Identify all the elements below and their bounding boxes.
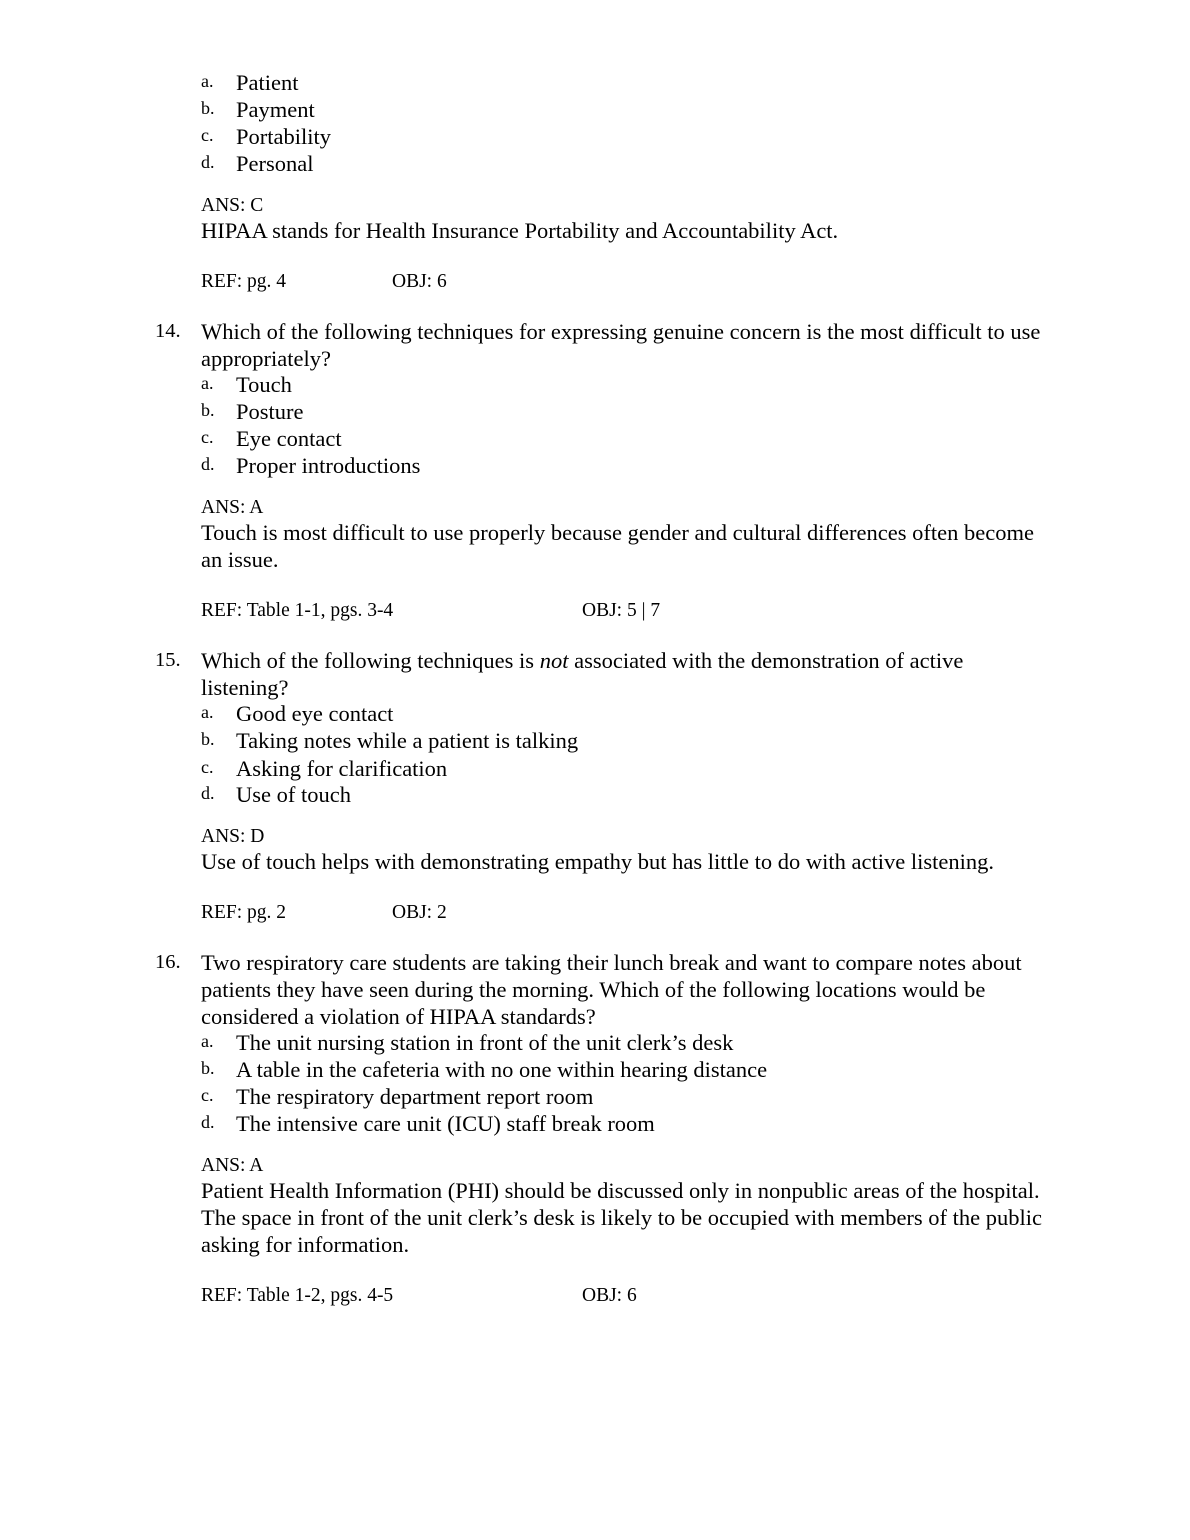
option-text: Touch	[236, 372, 292, 397]
option-letter: d.	[201, 1112, 215, 1132]
option-letter: b.	[201, 1058, 215, 1078]
option-letter: c.	[201, 757, 214, 777]
option-letter: b.	[201, 729, 215, 749]
answer-explanation: asking for information.	[201, 1232, 410, 1257]
reference: REF: Table 1-2, pgs. 4-5	[201, 1285, 394, 1306]
question-text: appropriately?	[201, 346, 331, 371]
question-text-emphasis: not	[539, 648, 569, 673]
option-text: The unit nursing station in front of the unit clerk’s desk	[236, 1030, 734, 1055]
objective: OBJ: 5 | 7	[582, 600, 661, 621]
answer-explanation: an issue.	[201, 547, 279, 572]
question-number: 15.	[155, 649, 181, 671]
answer-explanation: Touch is most difficult to use properly because gender and cultural differences often become	[201, 520, 1034, 545]
option-letter: c.	[201, 125, 214, 145]
option-text: Eye contact	[236, 426, 342, 451]
answer-explanation: Use of touch helps with demonstrating empathy but has little to do with active listening.	[201, 849, 994, 874]
answer-label: ANS: D	[201, 826, 265, 847]
option-letter: d.	[201, 454, 215, 474]
question-number: 16.	[155, 951, 181, 973]
option-text: Patient	[236, 70, 299, 95]
answer-label: ANS: A	[201, 497, 264, 518]
question-text: patients they have seen during the morning. Which of the following locations would be	[201, 977, 986, 1002]
question-text: listening?	[201, 675, 289, 700]
option-letter: c.	[201, 427, 214, 447]
option-letter: a.	[201, 702, 214, 722]
option-text: The respiratory department report room	[236, 1084, 594, 1109]
option-text: Portability	[236, 124, 331, 149]
reference: REF: Table 1-1, pgs. 3-4	[201, 600, 394, 621]
answer-explanation: The space in front of the unit clerk’s desk is likely to be occupied with members of the public	[201, 1205, 1043, 1230]
option-text: Payment	[236, 97, 315, 122]
answer-explanation: Patient Health Information (PHI) should be discussed only in nonpublic areas of the hospital.	[201, 1178, 1040, 1203]
option-letter: b.	[201, 98, 215, 118]
question-number: 14.	[155, 320, 181, 342]
option-letter: d.	[201, 783, 215, 803]
option-text: Personal	[236, 151, 314, 176]
option-text: Use of touch	[236, 782, 351, 807]
option-text: A table in the cafeteria with no one within hearing distance	[236, 1057, 768, 1082]
question-text: Which of the following techniques for expressing genuine concern is the most difficult to use	[201, 319, 1041, 344]
question-text: Two respiratory care students are taking their lunch break and want to compare notes about	[201, 950, 1022, 975]
objective: OBJ: 6	[582, 1285, 637, 1306]
answer-label: ANS: C	[201, 195, 264, 216]
reference: REF: pg. 2	[201, 902, 287, 923]
option-text: Good eye contact	[236, 701, 394, 726]
option-letter: c.	[201, 1085, 214, 1105]
option-letter: a.	[201, 1031, 214, 1051]
question-text-pre: Which of the following techniques is	[201, 648, 540, 673]
question-text	[201, 647, 963, 674]
option-text: Posture	[236, 399, 304, 424]
option-text: Taking notes while a patient is talking	[236, 728, 579, 753]
option-letter: a.	[201, 373, 214, 393]
objective: OBJ: 6	[392, 271, 447, 292]
answer-label: ANS: A	[201, 1155, 264, 1176]
option-letter: a.	[201, 71, 214, 91]
option-text: Asking for clarification	[236, 756, 448, 781]
question-text-post: associated with the demonstration of active	[568, 648, 964, 673]
option-text: Proper introductions	[236, 453, 421, 478]
reference: REF: pg. 4	[201, 271, 287, 292]
answer-explanation: HIPAA stands for Health Insurance Portability and Accountability Act.	[201, 218, 839, 243]
option-letter: d.	[201, 152, 215, 172]
option-letter: b.	[201, 400, 215, 420]
option-text: The intensive care unit (ICU) staff break room	[236, 1111, 655, 1136]
objective: OBJ: 2	[392, 902, 447, 923]
question-text: considered a violation of HIPAA standards?	[201, 1004, 596, 1029]
